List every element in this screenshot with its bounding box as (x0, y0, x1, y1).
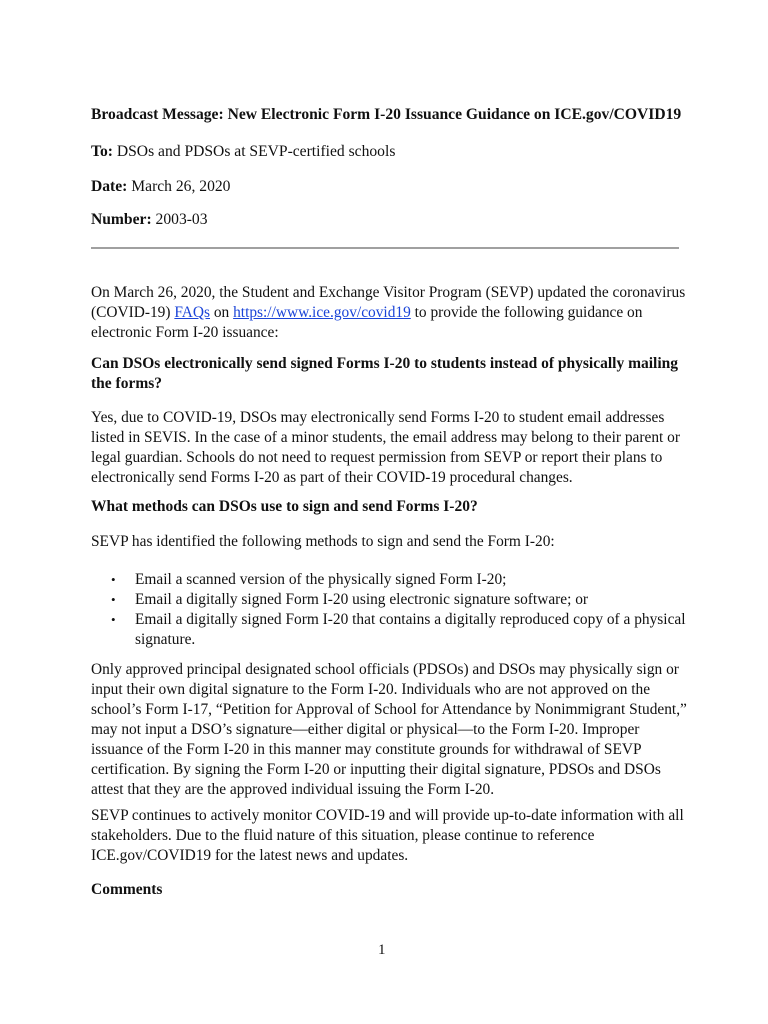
question-line: What methods can DSOs use to sign and send Forms I-20? (91, 498, 478, 515)
pdso-line: certification. By signing the Form I-20 or inputting their digital signature, PDSOs and DSOs (91, 761, 661, 778)
list-item-text: Email a scanned version of the physically signed Form I-20; (135, 571, 507, 588)
closing-paragraph (91, 806, 684, 866)
date-label: Date: (91, 178, 128, 195)
answer-paragraph-1 (91, 408, 681, 488)
pdso-line: may not input a DSO’s signature—either digital or physical—to the Form I-20. Improper (91, 721, 640, 738)
date-line (91, 178, 230, 196)
list-item (91, 590, 681, 610)
bullet-icon: • (111, 592, 116, 607)
closing-line: stakeholders. Due to the fluid nature of this situation, please continue to reference (91, 827, 595, 844)
methods-list (91, 570, 686, 650)
intro-text: (COVID-19) (91, 304, 175, 321)
pdso-line: Only approved principal designated school officials (PDSOs) and DSOs may physically sign or (91, 661, 679, 678)
methods-intro-line: SEVP has identified the following methods to sign and send the Form I-20: (91, 533, 555, 550)
pdso-paragraph (91, 660, 687, 800)
question-heading-1 (91, 354, 681, 394)
intro-line (91, 303, 681, 323)
to-value: DSOs and PDSOs at SEVP-certified schools (116, 143, 396, 160)
answer-line: listed in SEVIS. In the case of a minor students, the email address may belong to their parent or (91, 429, 680, 446)
covid19-url-link[interactable]: https://www.ice.gov/covid19 (233, 304, 411, 321)
list-item-text: Email a digitally signed Form I-20 using electronic signature software; or (135, 591, 589, 608)
intro-text: to provide the following guidance on (410, 304, 643, 321)
intro-line: electronic Form I-20 issuance: (91, 324, 279, 341)
to-label: To: (91, 143, 113, 160)
pdso-line: attest that they are the approved individual issuing the Form I-20. (91, 781, 495, 798)
question-line: Can DSOs electronically send signed Forms I-20 to students instead of physically mailing (91, 355, 679, 372)
faqs-link[interactable]: FAQs (174, 304, 210, 321)
answer-line: electronically send Forms I-20 as part of their COVID-19 procedural changes. (91, 469, 573, 486)
number-value: 2003-03 (155, 211, 208, 228)
comments-heading-text: Comments (91, 881, 163, 898)
methods-intro-paragraph (91, 532, 681, 552)
bullet-icon: • (111, 612, 116, 627)
number-line (91, 211, 208, 229)
pdso-line: input their own digital signature to the Form I-20. Individuals who are not approved on the (91, 681, 651, 698)
bullet-icon: • (111, 572, 116, 587)
number-label: Number: (91, 211, 152, 228)
question-line: the forms? (91, 375, 163, 392)
header-divider (91, 247, 679, 249)
page-number: 1 (378, 942, 386, 958)
comments-heading (91, 880, 681, 900)
document-title: Broadcast Message: New Electronic Form I-20 Issuance Guidance on ICE.gov/COVID19 (91, 106, 682, 123)
closing-line: ICE.gov/COVID19 for the latest news and updates. (91, 847, 409, 864)
closing-line: SEVP continues to actively monitor COVID-19 and will provide up-to-date information with all (91, 807, 684, 824)
list-item (91, 610, 686, 650)
pdso-line: school’s Form I-17, “Petition for Approval of School for Attendance by Nonimmigrant Student,” (91, 701, 687, 718)
date-value: March 26, 2020 (131, 178, 231, 195)
list-item-text: Email a digitally signed Form I-20 that contains a digitally reproduced copy of a physical (135, 611, 686, 628)
list-item (91, 570, 681, 590)
intro-text: on (210, 304, 234, 321)
answer-line: legal guardian. Schools do not need to request permission from SEVP or report their plans to (91, 449, 663, 466)
intro-line: On March 26, 2020, the Student and Exchange Visitor Program (SEVP) updated the coronavirus (91, 284, 686, 301)
pdso-line: issuance of the Form I-20 in this manner may constitute grounds for withdrawal of SEVP (91, 741, 642, 758)
question-heading-2 (91, 497, 681, 517)
to-line (91, 143, 395, 161)
intro-paragraph (91, 283, 686, 343)
list-item-text: signature. (135, 631, 196, 648)
answer-line: Yes, due to COVID-19, DSOs may electronically send Forms I-20 to student email addresses (91, 409, 665, 426)
